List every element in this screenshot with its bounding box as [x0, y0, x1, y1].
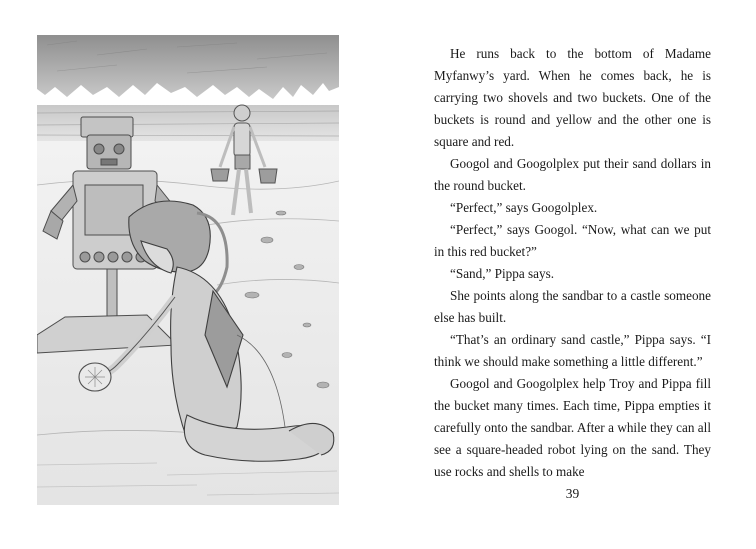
paragraph: Googol and Googolplex put their sand dollars in the round bucket. [434, 156, 711, 193]
paragraph: Googol and Googolplex help Troy and Pippa fill the bucket many times. Each time, Pippa empties it carefully onto the sandbar. After a while they can all see a square-headed robot lying on the sand. They use rocks and shells to make [434, 376, 711, 479]
body-text [434, 43, 711, 483]
paragraph: “Perfect,” says Googol. “Now, what can we put in this red bucket?” [434, 222, 711, 259]
illustration [37, 35, 339, 505]
paragraph: “Perfect,” says Googolplex. [450, 200, 598, 215]
pencil-sketch-illustration [37, 35, 339, 505]
page-number: 39 [565, 486, 580, 501]
sky [37, 35, 339, 99]
paragraph: “Sand,” Pippa says. [450, 266, 555, 281]
paragraph: She points along the sandbar to a castle someone else has built. [434, 288, 711, 325]
paragraph: He runs back to the bottom of Madame Myfanwy’s yard. When he comes back, he is carrying two shovels and two buckets. One of the buckets is round and yellow and the other one is square and red. [434, 46, 711, 149]
paragraph: “That’s an ordinary sand castle,” Pippa says. “I think we should make something a little different.” [434, 332, 711, 369]
